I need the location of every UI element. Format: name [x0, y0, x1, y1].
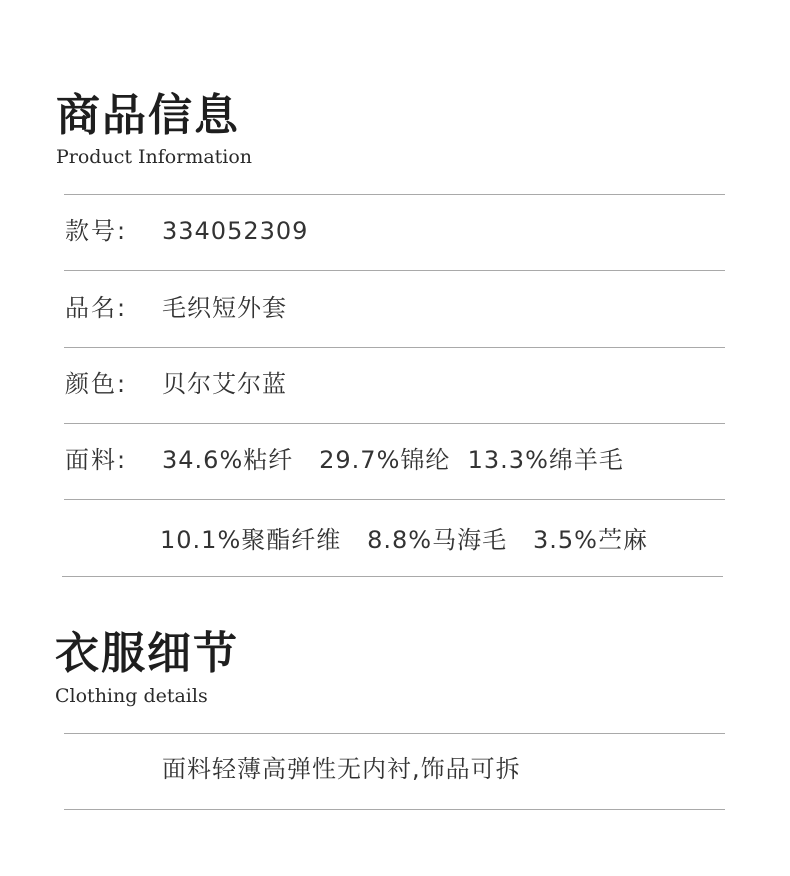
divider [64, 809, 725, 810]
divider [64, 733, 725, 734]
product-info-title: 商品信息 [56, 90, 240, 141]
product-name-value: 毛织短外套 [162, 294, 287, 322]
style-number-label: 款号: [65, 217, 128, 245]
fabric-value-line-1: 34.6%粘纤 29.7%锦纶 13.3%绵羊毛 [162, 446, 624, 474]
clothing-details-title: 衣服细节 [55, 628, 239, 679]
divider [64, 270, 725, 271]
clothing-details-text: 面料轻薄高弹性无内衬,饰品可拆 [162, 755, 521, 783]
product-name-label: 品名: [65, 294, 128, 322]
divider [64, 423, 725, 424]
product-info-subtitle: Product Information [56, 146, 253, 168]
divider [64, 194, 725, 195]
divider [62, 576, 723, 577]
color-label: 颜色: [65, 370, 128, 398]
clothing-details-subtitle: Clothing details [55, 685, 208, 707]
divider [64, 499, 725, 500]
color-value: 贝尔艾尔蓝 [162, 370, 287, 398]
style-number-value: 334052309 [162, 217, 309, 245]
fabric-value-line-2: 10.1%聚酯纤维 8.8%马海毛 3.5%苎麻 [160, 526, 648, 554]
divider [64, 347, 725, 348]
fabric-label: 面料: [65, 446, 128, 474]
